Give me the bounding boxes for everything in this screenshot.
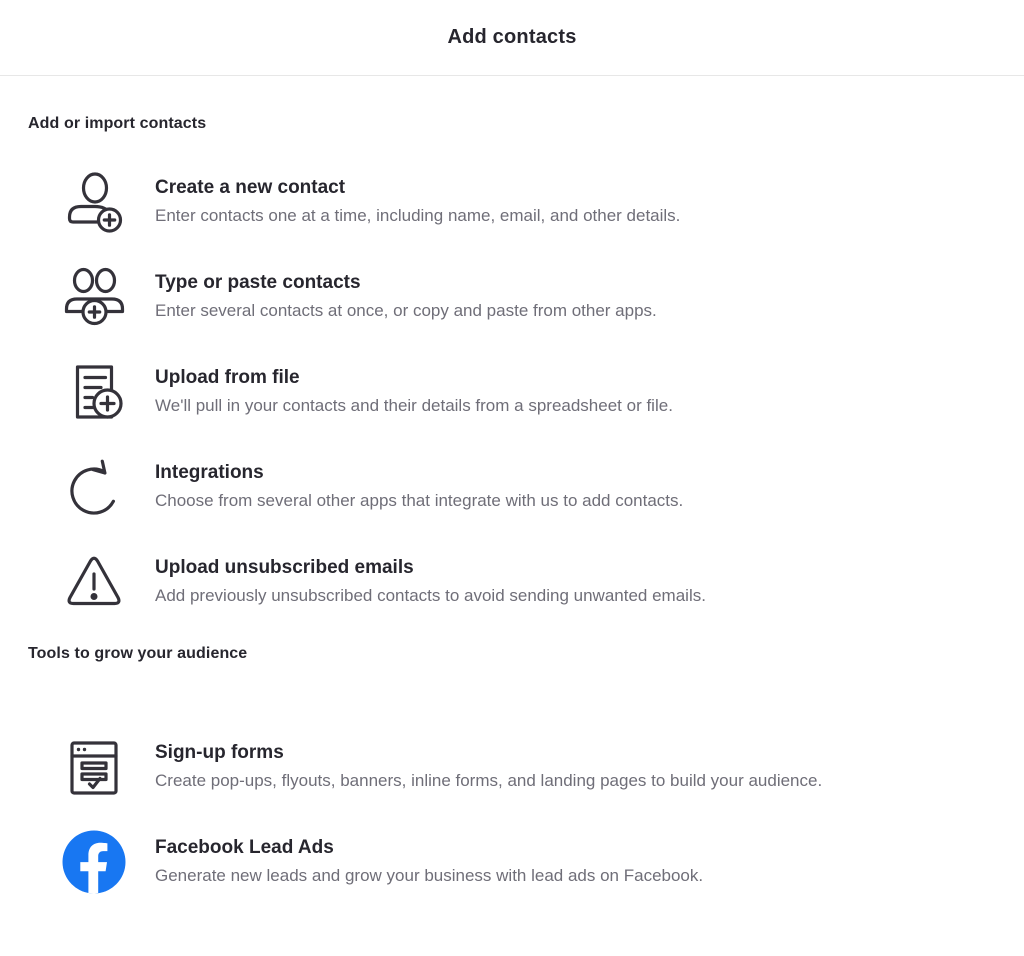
section-1 bbox=[28, 645, 996, 894]
list-item-signup-form[interactable] bbox=[28, 735, 996, 799]
content bbox=[0, 115, 1024, 894]
item-title: Facebook Lead Ads bbox=[155, 836, 334, 858]
item-description: Enter several contacts at once, or copy and paste from other apps. bbox=[155, 301, 657, 321]
item-text bbox=[155, 367, 673, 418]
page-title: Add contacts bbox=[447, 26, 577, 48]
file-add-icon bbox=[62, 360, 126, 424]
list-item-people-add[interactable] bbox=[28, 265, 996, 329]
item-description: Generate new leads and grow your business with lead ads on Facebook. bbox=[155, 866, 704, 886]
warning-icon bbox=[62, 550, 126, 614]
list-item-sync[interactable] bbox=[28, 455, 996, 519]
sync-icon bbox=[62, 455, 126, 519]
list-item-facebook[interactable] bbox=[28, 830, 996, 894]
item-description: We'll pull in your contacts and their details from a spreadsheet or file. bbox=[155, 396, 673, 416]
section-heading: Tools to grow your audience bbox=[28, 645, 248, 662]
item-text bbox=[155, 177, 680, 228]
item-description: Create pop-ups, flyouts, banners, inline forms, and landing pages to build your audience. bbox=[155, 771, 823, 791]
item-text bbox=[155, 557, 706, 608]
item-text bbox=[155, 742, 822, 793]
item-list bbox=[28, 735, 996, 894]
facebook-icon bbox=[62, 830, 126, 894]
signup-form-icon bbox=[62, 735, 126, 799]
item-description: Choose from several other apps that integrate with us to add contacts. bbox=[155, 491, 684, 511]
item-title: Sign-up forms bbox=[155, 741, 284, 763]
list-item-warning[interactable] bbox=[28, 550, 996, 614]
person-add-icon bbox=[62, 170, 126, 234]
item-list bbox=[28, 170, 996, 614]
list-item-file-add[interactable] bbox=[28, 360, 996, 424]
item-title: Type or paste contacts bbox=[155, 271, 361, 293]
item-title: Integrations bbox=[155, 461, 264, 483]
section-heading: Add or import contacts bbox=[28, 115, 207, 132]
item-description: Enter contacts one at a time, including name, email, and other details. bbox=[155, 206, 681, 226]
item-text bbox=[155, 272, 657, 323]
item-description: Add previously unsubscribed contacts to avoid sending unwanted emails. bbox=[155, 586, 706, 606]
item-text bbox=[155, 837, 703, 888]
item-text bbox=[155, 462, 683, 513]
dialog-header bbox=[0, 0, 1024, 76]
item-title: Create a new contact bbox=[155, 176, 346, 198]
item-title: Upload from file bbox=[155, 366, 300, 388]
people-add-icon bbox=[62, 265, 126, 329]
item-title: Upload unsubscribed emails bbox=[155, 556, 414, 578]
list-item-person-add[interactable] bbox=[28, 170, 996, 234]
section-0 bbox=[28, 115, 996, 614]
